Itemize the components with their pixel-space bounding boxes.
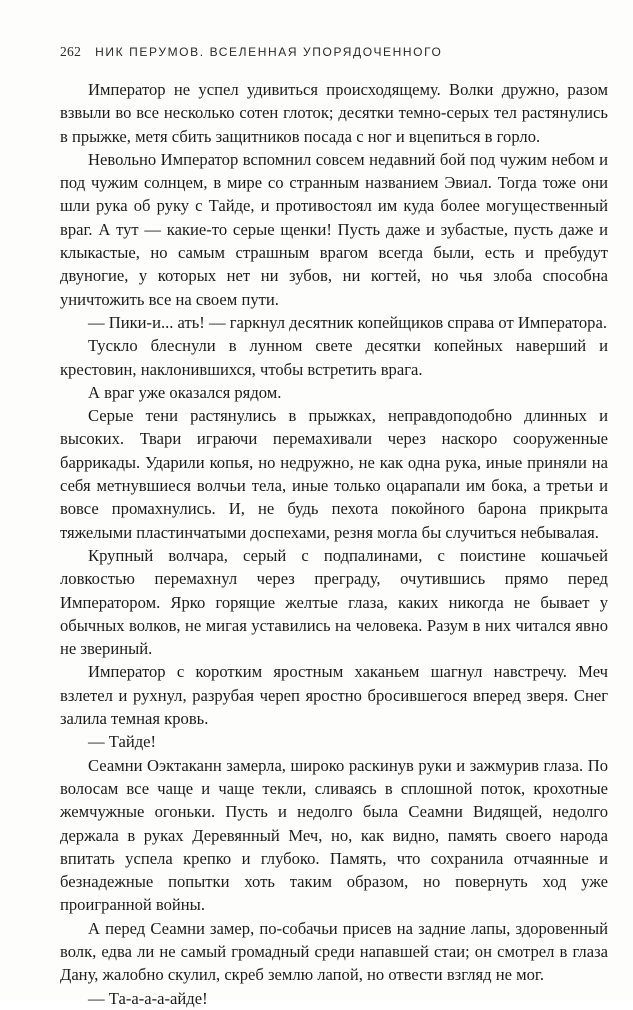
book-title: НИК ПЕРУМОВ. ВСЕЛЕННАЯ УПОРЯДОЧЕННОГО <box>95 45 443 59</box>
paragraph: Невольно Император вспомнил совсем недавний бой под чужим небом и под чужим солнцем, в мире со странным названием Эвиал. Тогда тоже они шли рука об руку с Тайде, и противостоял им куда более могущественный враг. А тут — какие-то серые щенки! Пусть даже и зубастые, пусть даже и клыкастые, но самым страшным врагом всегда были, есть и пребудут двуногие, у которых нет ни зубов, ни когтей, но чья злоба способна уничтожить все на своем пути. <box>60 149 608 309</box>
page-number: 262 <box>60 44 82 59</box>
paragraph: Серые тени растянулись в прыжках, неправдоподобно длинных и высоких. Твари играючи перемахивали через наскоро сооруженные баррикады. Ударили копья, но недружно, не как одна рука, иные приняли на себя метнувшиеся волчьи тела, иные только оцарапали им бока, а третьи и вовсе промахнулись. И, не будь пехота покойного барона прикрыта тяжелыми пластинчатыми доспехами, резня могла бы случиться небывалая. <box>60 406 608 542</box>
paragraph: Крупный волчара, серый с подпалинами, с поистине кошачьей ловкостью перемахнул через преграду, очутившись прямо перед Императором. Ярко горящие желтые глаза, каких никогда не бывает у обычных волков, не мигая уставились на человека. Разум в них читался явно не звериный. <box>60 545 608 659</box>
paragraph: Император не успел удивиться происходящему. Волки дружно, разом взвыли во все несколько сотен глоток; десятки темно-серых тел растянулись в прыжке, метя сбить защитников посада с ног и вцепиться в горло. <box>60 80 608 146</box>
paragraph: Тускло блеснули в лунном свете десятки копейных наверший и крестовин, наклонившихся, чтобы встретить врага. <box>60 336 608 379</box>
paragraph: Император с коротким яростным хаканьем шагнул навстречу. Меч взлетел и рухнул, разрубая череп яростно бросившегося вперед зверя. Снег залила темная кровь. <box>60 662 608 729</box>
paragraph: А враг уже оказался рядом. <box>88 382 282 402</box>
paragraph: — Та-а-а-а-айде! <box>88 988 208 1008</box>
paragraph: Сеамни Оэктаканн замерла, широко раскинув руки и зажмурив глаза. По волосам все чаще и чаще текли, сливаясь в сплошной поток, крохотные жемчужные огоньки. Пусть и недолго была Сеамни Видящей, недолго держала в руках Деревянный Меч, но, как видно, память своего народа впитать успела крепко и глубоко. Память, что сохранила отчаянные и безнадежные попытки хоть таким образом, но повернуть ход уже проигранной войны. <box>60 755 608 915</box>
paragraph: — Пики-и... ать! — гаркнул десятник копейщиков справа от Императора. <box>88 312 607 332</box>
running-head <box>60 44 442 60</box>
body-text <box>60 78 608 1010</box>
paragraph: А перед Сеамни замер, по-собачьи присев на задние лапы, здоровенный волк, едва ли не самый громадный среди напавшей стаи; он смотрел в глаза Дану, жалобно скулил, скреб землю лапой, но отвести взгляд не мог. <box>60 918 608 985</box>
paragraph: — Тайде! <box>88 732 157 752</box>
